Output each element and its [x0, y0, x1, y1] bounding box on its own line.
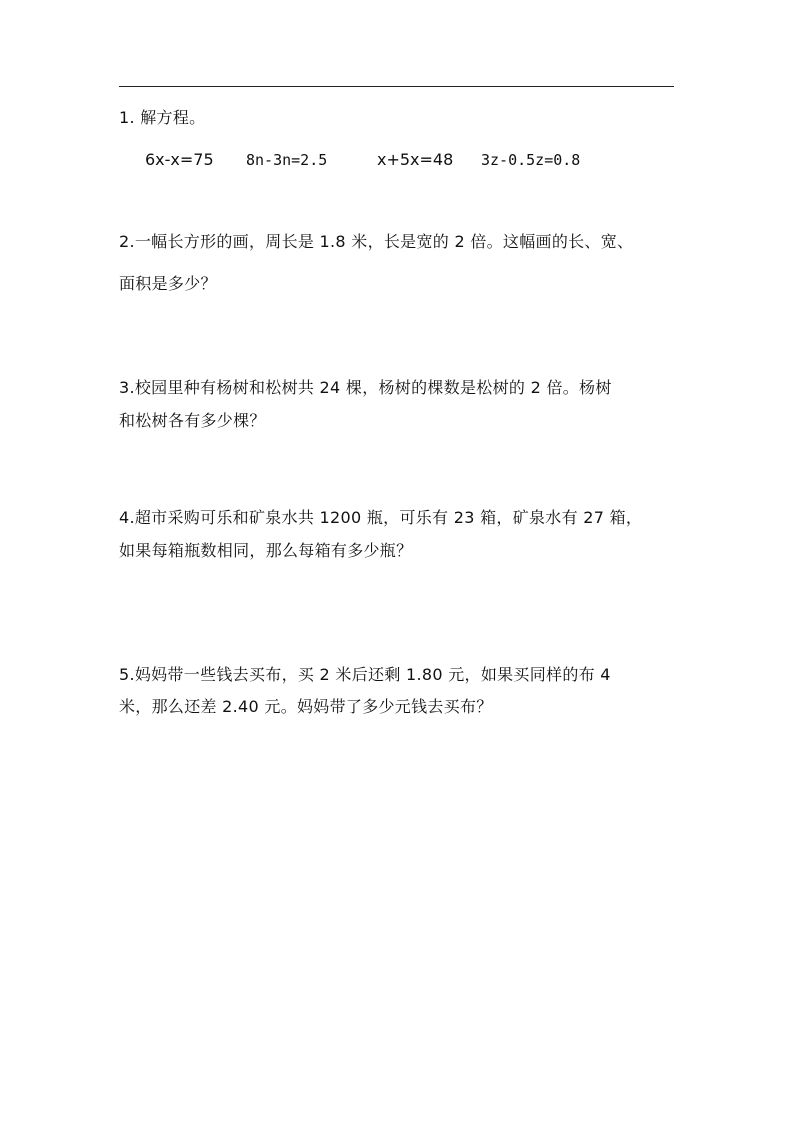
equation-2: 8n-3n=2.5: [246, 151, 328, 169]
equation-3: x+5x=48: [377, 150, 454, 169]
question-5-line-2: 米，那么还差 2.40 元。妈妈带了多少元钱去买布？: [119, 697, 493, 716]
header-rule: [119, 86, 674, 87]
question-4-line-1: 4.超市采购可乐和矿泉水共 1200 瓶，可乐有 23 箱，矿泉水有 27 箱，: [119, 508, 643, 527]
question-1-title: 1. 解方程。: [119, 108, 206, 127]
question-2-line-1: 2.一幅长方形的画，周长是 1.8 米，长是宽的 2 倍。这幅画的长、宽、: [119, 232, 634, 251]
equation-1: 6x-x=75: [145, 150, 214, 169]
question-4-line-2: 如果每箱瓶数相同，那么每箱有多少瓶？: [119, 541, 413, 560]
question-2-line-2: 面积是多少？: [119, 274, 217, 293]
equation-4: 3z-0.5z=0.8: [481, 151, 581, 169]
question-3-line-1: 3.校园里种有杨树和松树共 24 棵，杨树的棵数是松树的 2 倍。杨树: [119, 378, 612, 397]
question-3-line-2: 和松树各有多少棵？: [119, 411, 266, 430]
question-5-line-1: 5.妈妈带一些钱去买布，买 2 米后还剩 1.80 元，如果买同样的布 4: [119, 665, 611, 684]
